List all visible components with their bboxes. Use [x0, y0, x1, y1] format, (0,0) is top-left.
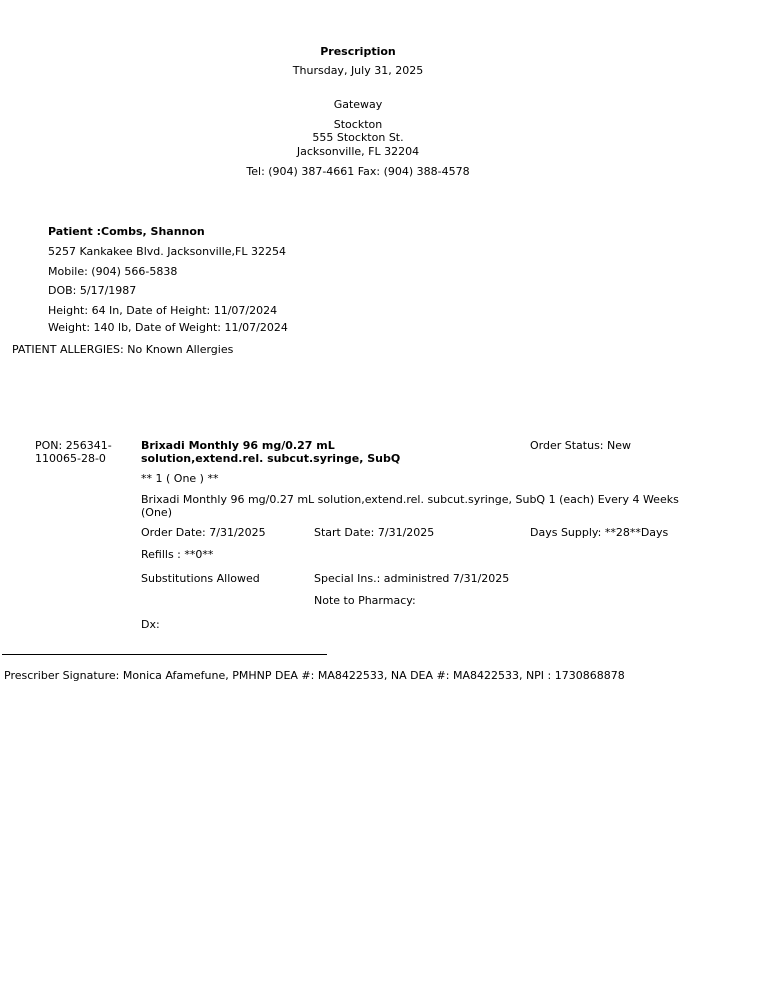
note-to-pharmacy: Note to Pharmacy:	[314, 594, 416, 607]
pharmacy-street: 555 Stockton St.	[312, 131, 404, 144]
order-status: Order Status: New	[530, 439, 632, 452]
patient-address: 5257 Kankakee Blvd. Jacksonville,FL 32254	[48, 245, 286, 258]
patient-dob: DOB: 5/17/1987	[48, 284, 137, 297]
sig-line-2: (One)	[141, 506, 172, 519]
patient-weight: Weight: 140 lb, Date of Weight: 11/07/2024	[48, 321, 288, 334]
patient-allergies: PATIENT ALLERGIES: No Known Allergies	[12, 343, 234, 356]
patient-label: Patient :	[48, 225, 101, 238]
dispense-quantity: ** 1 ( One ) **	[141, 472, 219, 485]
diagnosis: Dx:	[141, 618, 160, 631]
refills: Refills : **0**	[141, 548, 214, 561]
pharmacy-name: Gateway	[333, 98, 383, 111]
pon-line-2: 110065-28-0	[35, 452, 106, 465]
prescription-date: Thursday, July 31, 2025	[292, 64, 424, 77]
patient-heading	[48, 225, 205, 238]
signature-divider	[2, 654, 327, 655]
substitutions: Substitutions Allowed	[141, 572, 260, 585]
prescriber-signature: Prescriber Signature: Monica Afamefune, PMHNP DEA #: MA8422533, NA DEA #: MA8422533, NPI : 1730868878	[4, 669, 625, 682]
order-date: Order Date: 7/31/2025	[141, 526, 266, 539]
pharmacy-phone-fax: Tel: (904) 387-4661 Fax: (904) 388-4578	[246, 165, 470, 178]
patient-height: Height: 64 In, Date of Height: 11/07/2024	[48, 304, 278, 317]
start-date: Start Date: 7/31/2025	[314, 526, 435, 539]
patient-mobile: Mobile: (904) 566-5838	[48, 265, 178, 278]
pharmacy-city-state-zip: Jacksonville, FL 32204	[296, 145, 420, 158]
special-instructions: Special Ins.: administred 7/31/2025	[314, 572, 510, 585]
days-supply: Days Supply: **28**Days	[530, 526, 669, 539]
pharmacy-location: Stockton	[333, 118, 383, 131]
sig-line-1: Brixadi Monthly 96 mg/0.27 mL solution,extend.rel. subcut.syringe, SubQ 1 (each) Every 4 Weeks	[141, 493, 679, 506]
pon-line-1: PON: 256341-	[35, 439, 112, 452]
document-title: Prescription	[320, 45, 396, 58]
drug-name-line-1: Brixadi Monthly 96 mg/0.27 mL	[141, 439, 335, 452]
drug-name-line-2: solution,extend.rel. subcut.syringe, SubQ	[141, 452, 401, 465]
patient-name: Combs, Shannon	[101, 225, 205, 238]
